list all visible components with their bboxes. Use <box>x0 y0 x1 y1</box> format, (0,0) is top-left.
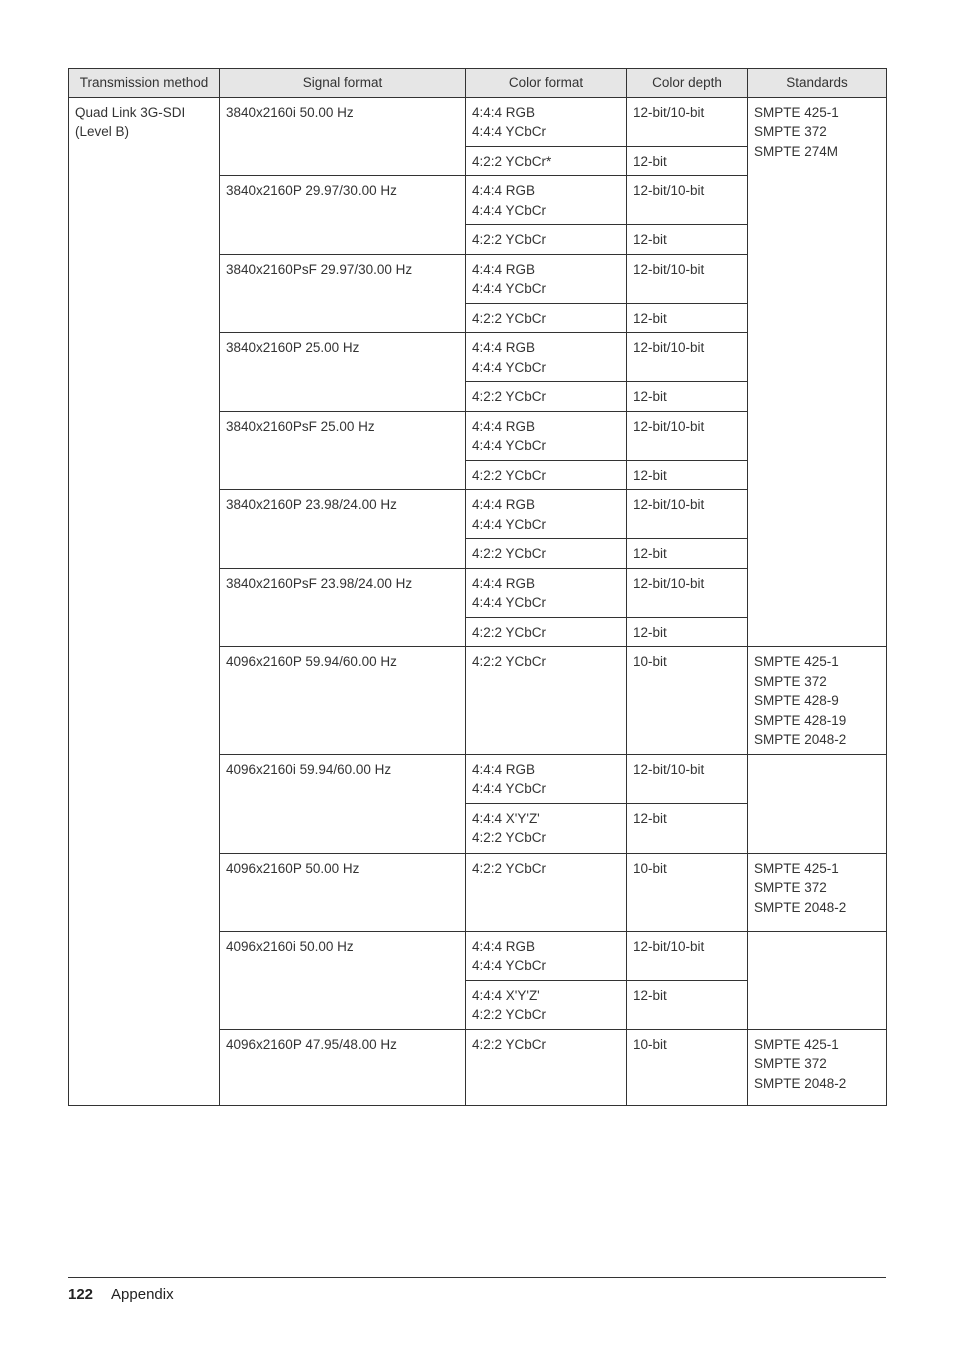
signal-format-cell: 3840x2160PsF 29.97/30.00 Hz <box>220 254 466 333</box>
color-format-cell: 4:4:4 X'Y'Z' 4:2:2 YCbCr <box>466 803 627 853</box>
color-format-cell: 4:4:4 RGB 4:4:4 YCbCr <box>466 754 627 803</box>
color-format-cell: 4:2:2 YCbCr <box>466 460 627 490</box>
signal-format-cell: 3840x2160P 29.97/30.00 Hz <box>220 176 466 255</box>
standards-cell: SMPTE 425-1 SMPTE 372 SMPTE 274M <box>748 97 887 647</box>
transmission-method-cell: Quad Link 3G-SDI (Level B) <box>69 97 220 1105</box>
signal-format-cell: 4096x2160P 59.94/60.00 Hz <box>220 647 466 755</box>
color-format-cell: 4:4:4 RGB 4:4:4 YCbCr <box>466 176 627 225</box>
table-header-row <box>69 69 887 98</box>
color-depth-cell: 10-bit <box>627 647 748 755</box>
color-depth-cell: 12-bit <box>627 225 748 255</box>
color-format-cell: 4:2:2 YCbCr <box>466 1029 627 1105</box>
standards-cell-empty <box>748 931 887 1029</box>
color-depth-cell: 12-bit/10-bit <box>627 754 748 803</box>
color-depth-cell: 12-bit <box>627 303 748 333</box>
color-format-cell: 4:2:2 YCbCr <box>466 382 627 412</box>
standards-cell-empty <box>748 754 887 853</box>
color-format-cell: 4:4:4 RGB 4:4:4 YCbCr <box>466 411 627 460</box>
footer-divider <box>68 1277 886 1278</box>
color-format-cell: 4:2:2 YCbCr <box>466 303 627 333</box>
color-depth-cell: 12-bit <box>627 146 748 176</box>
header-standards: Standards <box>748 69 887 98</box>
standards-cell: SMPTE 425-1 SMPTE 372 SMPTE 2048-2 <box>748 1029 887 1105</box>
color-format-cell: 4:2:2 YCbCr <box>466 647 627 755</box>
color-depth-cell: 12-bit <box>627 382 748 412</box>
table-row <box>69 97 887 146</box>
color-format-cell: 4:4:4 RGB 4:4:4 YCbCr <box>466 568 627 617</box>
standards-cell: SMPTE 425-1 SMPTE 372 SMPTE 428-9 SMPTE 428-19 SMPTE 2048-2 <box>748 647 887 755</box>
color-depth-cell: 12-bit/10-bit <box>627 931 748 980</box>
color-format-cell: 4:4:4 RGB 4:4:4 YCbCr <box>466 333 627 382</box>
signal-format-table <box>68 68 887 1106</box>
color-format-cell: 4:2:2 YCbCr <box>466 617 627 647</box>
color-format-cell: 4:4:4 RGB 4:4:4 YCbCr <box>466 254 627 303</box>
signal-format-cell: 3840x2160P 23.98/24.00 Hz <box>220 490 466 569</box>
color-depth-cell: 12-bit <box>627 539 748 569</box>
page-number: 122 <box>68 1286 94 1303</box>
color-depth-cell: 12-bit/10-bit <box>627 411 748 460</box>
color-format-cell: 4:2:2 YCbCr <box>466 225 627 255</box>
color-format-cell: 4:2:2 YCbCr <box>466 853 627 931</box>
color-format-cell: 4:4:4 X'Y'Z' 4:2:2 YCbCr <box>466 980 627 1029</box>
color-depth-cell: 10-bit <box>627 1029 748 1105</box>
color-depth-cell: 12-bit <box>627 803 748 853</box>
signal-format-cell: 3840x2160i 50.00 Hz <box>220 97 466 176</box>
standards-cell: SMPTE 425-1 SMPTE 372 SMPTE 2048-2 <box>748 853 887 931</box>
color-depth-cell: 12-bit/10-bit <box>627 254 748 303</box>
color-depth-cell: 12-bit/10-bit <box>627 176 748 225</box>
signal-format-cell: 4096x2160i 59.94/60.00 Hz <box>220 754 466 853</box>
color-depth-cell: 12-bit <box>627 980 748 1029</box>
color-format-cell: 4:2:2 YCbCr* <box>466 146 627 176</box>
color-format-cell: 4:4:4 RGB 4:4:4 YCbCr <box>466 490 627 539</box>
section-name: Appendix <box>111 1286 174 1303</box>
color-depth-cell: 12-bit <box>627 460 748 490</box>
color-depth-cell: 12-bit/10-bit <box>627 568 748 617</box>
color-depth-cell: 10-bit <box>627 853 748 931</box>
header-color-depth: Color depth <box>627 69 748 98</box>
color-depth-cell: 12-bit/10-bit <box>627 490 748 539</box>
color-depth-cell: 12-bit/10-bit <box>627 333 748 382</box>
color-format-cell: 4:2:2 YCbCr <box>466 539 627 569</box>
color-depth-cell: 12-bit <box>627 617 748 647</box>
signal-format-cell: 3840x2160PsF 23.98/24.00 Hz <box>220 568 466 647</box>
header-signal-format: Signal format <box>220 69 466 98</box>
signal-format-cell: 3840x2160PsF 25.00 Hz <box>220 411 466 490</box>
page-footer <box>68 1286 174 1303</box>
color-format-cell: 4:4:4 RGB 4:4:4 YCbCr <box>466 97 627 146</box>
signal-format-cell: 4096x2160P 50.00 Hz <box>220 853 466 931</box>
color-format-cell: 4:4:4 RGB 4:4:4 YCbCr <box>466 931 627 980</box>
signal-format-cell: 4096x2160P 47.95/48.00 Hz <box>220 1029 466 1105</box>
header-transmission-method: Transmission method <box>69 69 220 98</box>
header-color-format: Color format <box>466 69 627 98</box>
signal-format-cell: 4096x2160i 50.00 Hz <box>220 931 466 1029</box>
signal-format-cell: 3840x2160P 25.00 Hz <box>220 333 466 412</box>
color-depth-cell: 12-bit/10-bit <box>627 97 748 146</box>
